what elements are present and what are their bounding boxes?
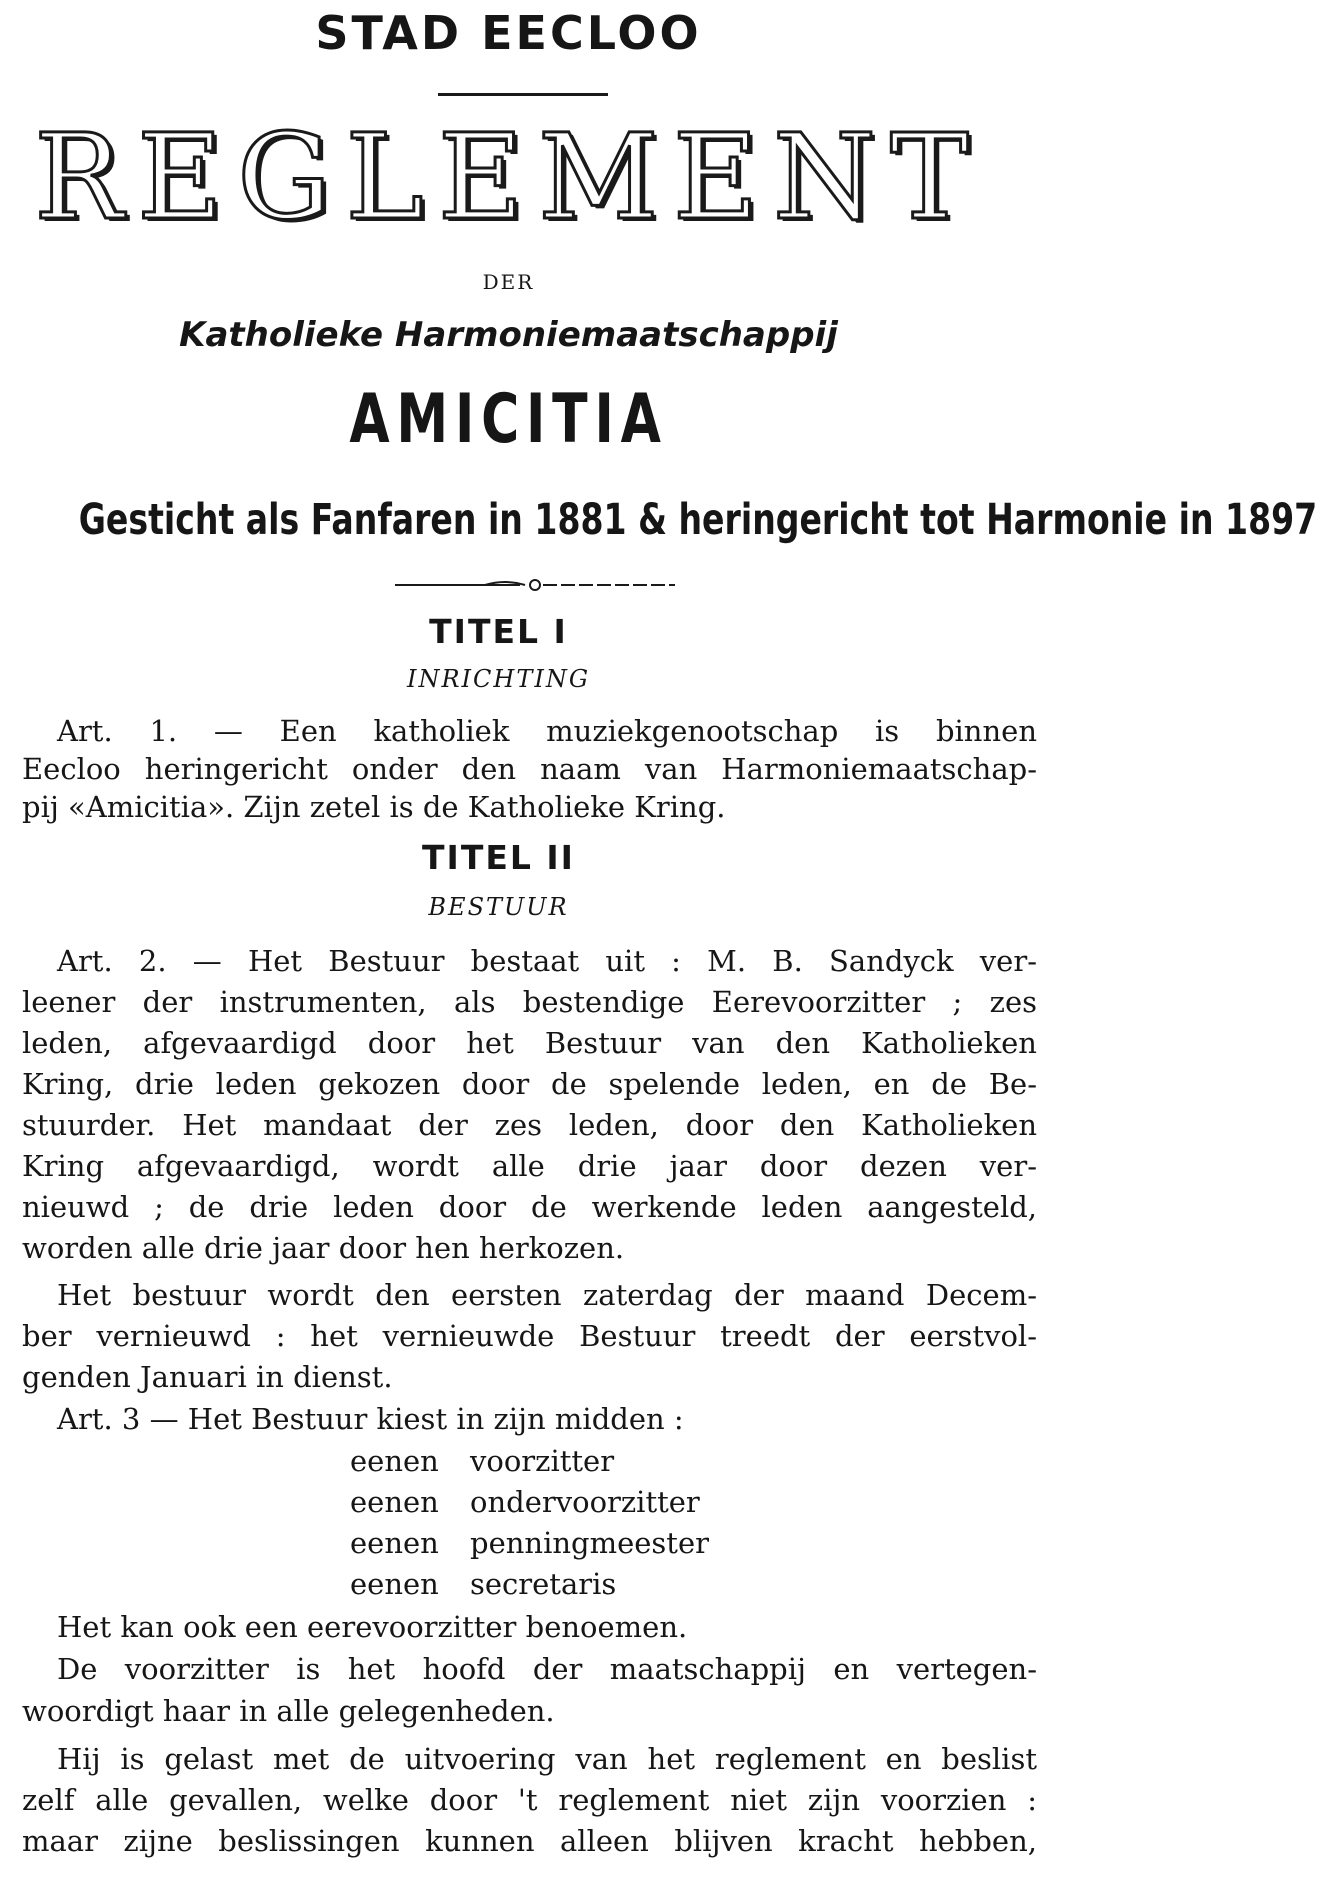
document-title: REGLEMENT xyxy=(34,108,983,246)
officer-article: eenen xyxy=(350,1444,439,1478)
art-2b-line-2: ber vernieuwd : het vernieuwde Bestuur treedt der eerstvol- xyxy=(22,1319,1037,1353)
art-2b-line-1: Het bestuur wordt den eersten zaterdag der maand Decem- xyxy=(57,1278,1037,1312)
titel-1-subheading: INRICHTING xyxy=(407,665,590,693)
chair-line-1: De voorzitter is het hoofd der maatschappij en vertegen- xyxy=(57,1652,1037,1686)
society-name: Katholieke Harmoniemaatschappij xyxy=(179,315,838,355)
art-2-line-4: Kring, drie leden gekozen door de spelende leden, en de Be- xyxy=(22,1067,1037,1101)
officer-role: voorzitter xyxy=(470,1444,615,1478)
art-1-line-3: pij «Amicitia». Zijn zetel is de Katholieke Kring. xyxy=(22,790,726,824)
officer-row xyxy=(350,1524,709,1562)
art-2b-line-3: genden Januari in dienst. xyxy=(22,1360,393,1394)
art-1-line-2: Eecloo heringericht onder den naam van Harmoniemaatschap- xyxy=(22,752,1037,786)
art-2-line-3: leden, afgevaardigd door het Bestuur van den Katholieken xyxy=(22,1026,1037,1060)
officer-article: eenen xyxy=(350,1526,439,1560)
art-2-line-5: stuurder. Het mandaat der zes leden, door den Katholieken xyxy=(22,1108,1037,1142)
officer-article: eenen xyxy=(350,1485,439,1519)
art-2-line-8: worden alle drie jaar door hen herkozen. xyxy=(22,1231,625,1265)
top-rule xyxy=(438,93,608,96)
officer-row xyxy=(350,1442,614,1480)
founding-line: Gesticht als Fanfaren in 1881 & heringericht tot Harmonie in 1897 xyxy=(78,495,1317,545)
art-2-line-2: leener der instrumenten, als bestendige Eerevoorzitter ; zes xyxy=(22,985,1037,1019)
officer-role: secretaris xyxy=(470,1567,617,1601)
chair-line-2: woordigt haar in alle gelegenheden. xyxy=(22,1694,555,1728)
duty-line-2: zelf alle gevallen, welke door 't reglement niet zijn voorzien : xyxy=(22,1783,1037,1817)
officer-article: eenen xyxy=(350,1567,439,1601)
city-heading: STAD EECLOO xyxy=(315,6,702,60)
art-2-line-6: Kring afgevaardigd, wordt alle drie jaar door dezen ver- xyxy=(22,1149,1037,1183)
officer-role: ondervoorzitter xyxy=(470,1485,700,1519)
art-1-line-1: Art. 1. — Een katholiek muziekgenootschap is binnen xyxy=(57,714,1037,748)
titel-2-subheading: BESTUUR xyxy=(428,893,569,921)
officer-row xyxy=(350,1565,616,1603)
honorary-line: Het kan ook een eerevoorzitter benoemen. xyxy=(57,1610,688,1644)
article-der: DER xyxy=(482,270,535,294)
titel-1-heading: TITEL I xyxy=(429,612,568,651)
art-2-line-7: nieuwd ; de drie leden door de werkende leden aangesteld, xyxy=(22,1190,1037,1224)
officer-row xyxy=(350,1483,700,1521)
duty-line-3: maar zijne beslissingen kunnen alleen blijven kracht hebben, xyxy=(22,1824,1037,1858)
titel-2-heading: TITEL II xyxy=(422,838,575,877)
art-3-intro: Art. 3 — Het Bestuur kiest in zijn midden : xyxy=(57,1402,684,1436)
art-2-line-1: Art. 2. — Het Bestuur bestaat uit : M. B. Sandyck ver- xyxy=(57,944,1037,978)
ornament-divider xyxy=(385,575,685,595)
society-title: AMICITIA xyxy=(349,380,668,459)
duty-line-1: Hij is gelast met de uitvoering van het reglement en beslist xyxy=(57,1742,1037,1776)
officer-role: penningmeester xyxy=(470,1526,709,1560)
